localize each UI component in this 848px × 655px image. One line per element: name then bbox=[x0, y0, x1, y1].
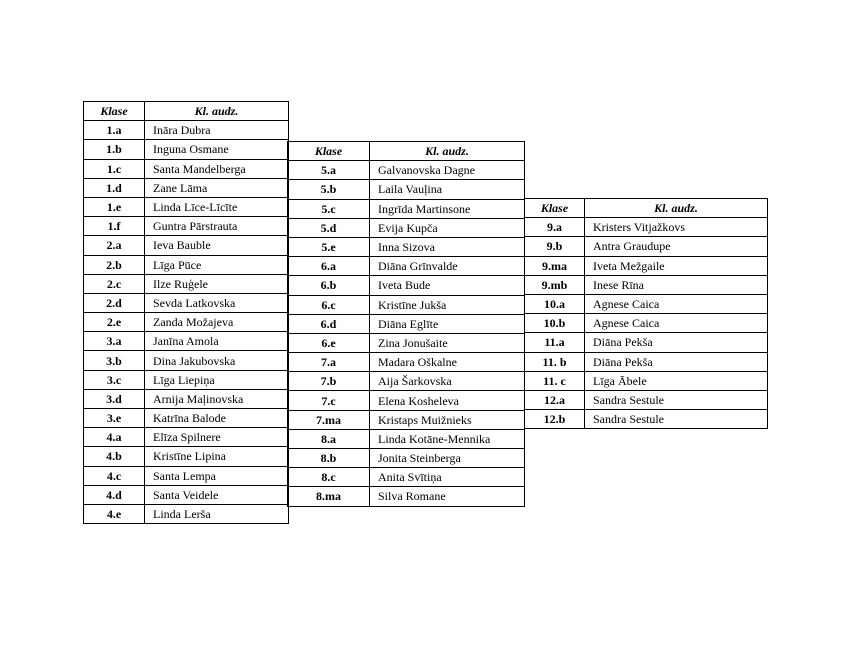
class-cell: 12.b bbox=[525, 410, 585, 429]
class-cell: 5.e bbox=[288, 237, 370, 256]
table-row bbox=[84, 370, 289, 389]
table-row bbox=[288, 295, 525, 314]
table-row bbox=[84, 178, 289, 197]
table-row bbox=[288, 333, 525, 352]
table-row bbox=[84, 409, 289, 428]
teacher-cell: Iveta Mežgaile bbox=[585, 256, 768, 275]
class-cell: 7.ma bbox=[288, 410, 370, 429]
table-row bbox=[288, 180, 525, 199]
class-cell: 6.d bbox=[288, 314, 370, 333]
teacher-cell: Jonita Steinberga bbox=[370, 449, 525, 468]
table-row bbox=[288, 487, 525, 506]
table-row bbox=[288, 276, 525, 295]
teacher-cell: Anita Svītiņa bbox=[370, 468, 525, 487]
class-cell: 9.ma bbox=[525, 256, 585, 275]
teacher-cell: Linda Kotāne-Mennika bbox=[370, 429, 525, 448]
table-header-row bbox=[288, 142, 525, 161]
teacher-cell: Kristīne Jukša bbox=[370, 295, 525, 314]
teacher-cell: Galvanovska Dagne bbox=[370, 161, 525, 180]
teacher-cell: Diāna Grīnvalde bbox=[370, 257, 525, 276]
class-cell: 8.ma bbox=[288, 487, 370, 506]
table-header-row bbox=[525, 199, 768, 218]
class-cell: 4.e bbox=[84, 504, 145, 523]
table-row bbox=[525, 275, 768, 294]
table-row bbox=[84, 313, 289, 332]
class-cell: 2.a bbox=[84, 236, 145, 255]
table-row bbox=[84, 217, 289, 236]
teacher-cell: Sevda Latkovska bbox=[145, 293, 289, 312]
class-cell: 4.c bbox=[84, 466, 145, 485]
table-row bbox=[84, 485, 289, 504]
header-class: Klase bbox=[84, 102, 145, 121]
class-cell: 11.a bbox=[525, 333, 585, 352]
class-cell: 8.a bbox=[288, 429, 370, 448]
table-row bbox=[288, 449, 525, 468]
table-row bbox=[84, 140, 289, 159]
class-cell: 7.a bbox=[288, 353, 370, 372]
class-cell: 9.a bbox=[525, 218, 585, 237]
class-cell: 12.a bbox=[525, 390, 585, 409]
table-row bbox=[84, 447, 289, 466]
teacher-cell: Linda Lerša bbox=[145, 504, 289, 523]
class-cell: 3.e bbox=[84, 409, 145, 428]
table-row bbox=[84, 389, 289, 408]
teacher-cell: Aija Šarkovska bbox=[370, 372, 525, 391]
class-cell: 6.c bbox=[288, 295, 370, 314]
table-row bbox=[525, 410, 768, 429]
teacher-cell: Zanda Možajeva bbox=[145, 313, 289, 332]
teacher-cell: Inna Sizova bbox=[370, 237, 525, 256]
header-class: Klase bbox=[525, 199, 585, 218]
teacher-cell: Santa Mandelberga bbox=[145, 159, 289, 178]
teacher-cell: Inguna Osmane bbox=[145, 140, 289, 159]
class-cell: 6.b bbox=[288, 276, 370, 295]
teacher-cell: Janīna Amola bbox=[145, 332, 289, 351]
table-row bbox=[525, 352, 768, 371]
table-row bbox=[288, 353, 525, 372]
table-row bbox=[288, 468, 525, 487]
class-table-1 bbox=[83, 101, 289, 524]
teacher-cell: Agnese Caica bbox=[585, 294, 768, 313]
table-row bbox=[84, 255, 289, 274]
table-row bbox=[84, 293, 289, 312]
table-row bbox=[525, 333, 768, 352]
class-cell: 9.mb bbox=[525, 275, 585, 294]
table-row bbox=[288, 314, 525, 333]
table-row bbox=[84, 428, 289, 447]
class-cell: 8.b bbox=[288, 449, 370, 468]
teacher-cell: Santa Veidele bbox=[145, 485, 289, 504]
teacher-cell: Zane Lāma bbox=[145, 178, 289, 197]
table-row bbox=[84, 236, 289, 255]
table-row bbox=[84, 159, 289, 178]
teacher-cell: Linda Līce-Līcīte bbox=[145, 197, 289, 216]
teacher-cell: Laila Vauļina bbox=[370, 180, 525, 199]
table-row bbox=[288, 391, 525, 410]
teacher-cell: Ināra Dubra bbox=[145, 121, 289, 140]
class-cell: 1.c bbox=[84, 159, 145, 178]
class-cell: 4.a bbox=[84, 428, 145, 447]
table-row bbox=[84, 504, 289, 523]
table-row bbox=[288, 410, 525, 429]
class-cell: 4.d bbox=[84, 485, 145, 504]
teacher-cell: Kristers Vitjažkovs bbox=[585, 218, 768, 237]
table-row bbox=[288, 257, 525, 276]
class-cell: 2.e bbox=[84, 313, 145, 332]
class-cell: 1.e bbox=[84, 197, 145, 216]
teacher-cell: Kristaps Muižnieks bbox=[370, 410, 525, 429]
teacher-cell: Santa Lempa bbox=[145, 466, 289, 485]
teacher-cell: Kristīne Lipina bbox=[145, 447, 289, 466]
class-cell: 11. b bbox=[525, 352, 585, 371]
class-table-2 bbox=[287, 141, 525, 507]
class-cell: 9.b bbox=[525, 237, 585, 256]
class-cell: 1.a bbox=[84, 121, 145, 140]
teacher-cell: Līga Ābele bbox=[585, 371, 768, 390]
teacher-cell: Sandra Sestule bbox=[585, 390, 768, 409]
class-cell: 5.d bbox=[288, 218, 370, 237]
class-cell: 7.b bbox=[288, 372, 370, 391]
teacher-cell: Diāna Eglīte bbox=[370, 314, 525, 333]
table-row bbox=[525, 294, 768, 313]
table-row bbox=[525, 237, 768, 256]
table-row bbox=[84, 351, 289, 370]
teacher-cell: Diāna Pekša bbox=[585, 352, 768, 371]
class-cell: 5.b bbox=[288, 180, 370, 199]
class-cell: 3.a bbox=[84, 332, 145, 351]
table-row bbox=[525, 218, 768, 237]
teacher-cell: Katrīna Balode bbox=[145, 409, 289, 428]
teacher-cell: Dina Jakubovska bbox=[145, 351, 289, 370]
class-cell: 10.a bbox=[525, 294, 585, 313]
table-row bbox=[525, 371, 768, 390]
teacher-cell: Madara Oškalne bbox=[370, 353, 525, 372]
table-row bbox=[525, 390, 768, 409]
teacher-cell: Agnese Caica bbox=[585, 314, 768, 333]
table-header-row bbox=[84, 102, 289, 121]
table-row bbox=[288, 218, 525, 237]
class-cell: 5.c bbox=[288, 199, 370, 218]
table-row bbox=[84, 332, 289, 351]
table-row bbox=[525, 314, 768, 333]
header-teacher: Kl. audz. bbox=[370, 142, 525, 161]
class-cell: 6.a bbox=[288, 257, 370, 276]
teacher-cell: Elīza Spilnere bbox=[145, 428, 289, 447]
table-row bbox=[288, 199, 525, 218]
table-row bbox=[288, 372, 525, 391]
teacher-cell: Ilze Ruģele bbox=[145, 274, 289, 293]
table-row bbox=[84, 121, 289, 140]
table-row bbox=[525, 256, 768, 275]
class-cell: 6.e bbox=[288, 333, 370, 352]
header-teacher: Kl. audz. bbox=[585, 199, 768, 218]
class-cell: 2.c bbox=[84, 274, 145, 293]
class-cell: 8.c bbox=[288, 468, 370, 487]
teacher-cell: Līga Liepiņa bbox=[145, 370, 289, 389]
teacher-cell: Zina Jonušaite bbox=[370, 333, 525, 352]
class-cell: 1.f bbox=[84, 217, 145, 236]
table-row bbox=[288, 237, 525, 256]
header-class: Klase bbox=[288, 142, 370, 161]
class-cell: 1.d bbox=[84, 178, 145, 197]
teacher-cell: Evija Kupča bbox=[370, 218, 525, 237]
teacher-cell: Elena Kosheleva bbox=[370, 391, 525, 410]
teacher-cell: Inese Rīna bbox=[585, 275, 768, 294]
teacher-cell: Līga Pūce bbox=[145, 255, 289, 274]
teacher-cell: Arnija Maļinovska bbox=[145, 389, 289, 408]
teacher-cell: Iveta Bude bbox=[370, 276, 525, 295]
class-cell: 11. c bbox=[525, 371, 585, 390]
teacher-cell: Diāna Pekša bbox=[585, 333, 768, 352]
class-cell: 4.b bbox=[84, 447, 145, 466]
teacher-cell: Ieva Bauble bbox=[145, 236, 289, 255]
class-cell: 2.b bbox=[84, 255, 145, 274]
table-row bbox=[288, 429, 525, 448]
teacher-cell: Guntra Pārstrauta bbox=[145, 217, 289, 236]
class-cell: 2.d bbox=[84, 293, 145, 312]
teacher-cell: Silva Romane bbox=[370, 487, 525, 506]
table-row bbox=[84, 466, 289, 485]
teacher-cell: Antra Graudupe bbox=[585, 237, 768, 256]
class-cell: 5.a bbox=[288, 161, 370, 180]
header-teacher: Kl. audz. bbox=[145, 102, 289, 121]
class-cell: 10.b bbox=[525, 314, 585, 333]
class-cell: 1.b bbox=[84, 140, 145, 159]
teacher-cell: Sandra Sestule bbox=[585, 410, 768, 429]
class-table-3 bbox=[524, 198, 768, 429]
class-cell: 7.c bbox=[288, 391, 370, 410]
table-row bbox=[288, 161, 525, 180]
table-row bbox=[84, 197, 289, 216]
teacher-cell: Ingrīda Martinsone bbox=[370, 199, 525, 218]
class-cell: 3.b bbox=[84, 351, 145, 370]
class-cell: 3.d bbox=[84, 389, 145, 408]
table-row bbox=[84, 274, 289, 293]
class-cell: 3.c bbox=[84, 370, 145, 389]
